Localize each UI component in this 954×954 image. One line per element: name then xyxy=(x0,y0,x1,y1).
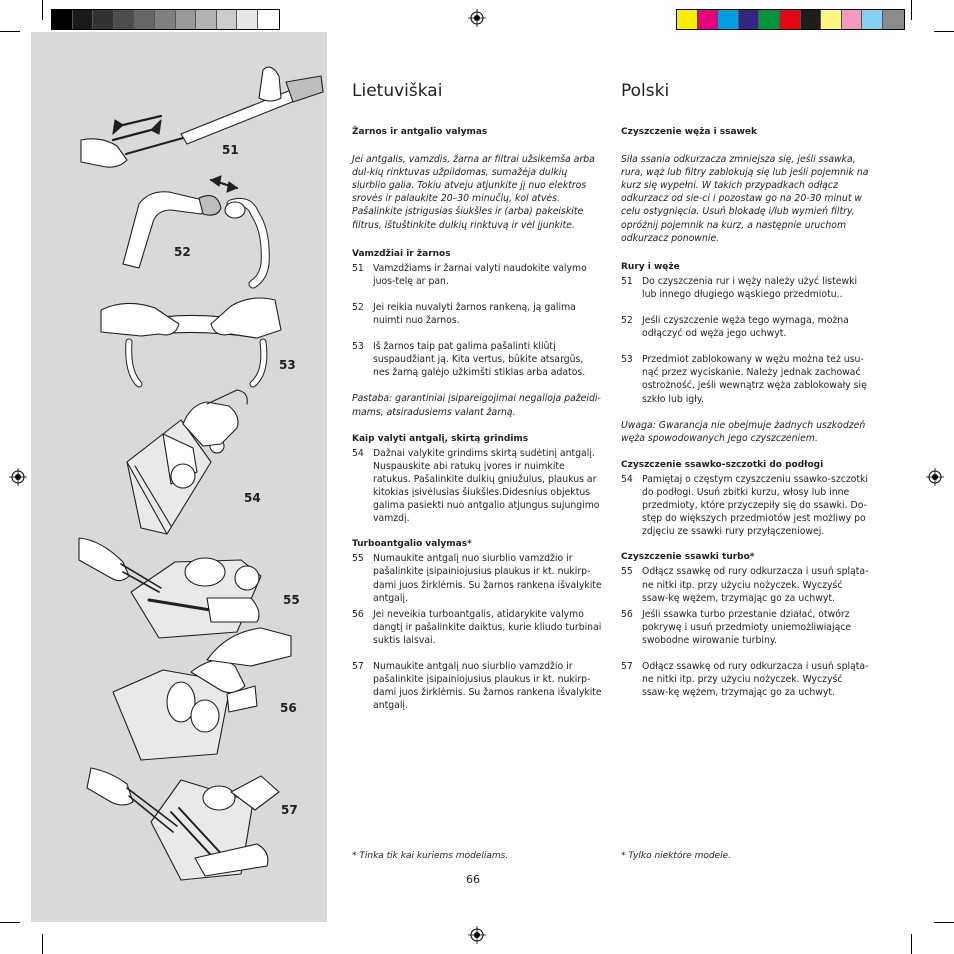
illustrations xyxy=(31,32,327,922)
step-text: Odłącz ssawkę od rury odkurzacza i usuń spląta-ne nitki itp. przy użyciu nożyczek. Wyczyść ssaw-kę wężem, trzymając go za uchwyt. xyxy=(642,566,869,604)
crop-mark xyxy=(0,31,20,32)
step-number: 52 xyxy=(621,315,633,327)
step-text: Odłącz ssawkę od rury odkurzacza i usuń spląta-ne nitki itp. przy użyciu nożyczek. Wyczyść ssaw-kę wężem, trzymając go za uchwyt. xyxy=(642,661,869,699)
step-number: 53 xyxy=(352,341,364,353)
note-paragraph: Uwaga: Gwarancja nie obejmuje żadnych uszkodzeń węża spowodowanych jego czyszczeniem. xyxy=(621,419,866,444)
footnote: * Tylko niektóre modele. xyxy=(621,851,731,861)
crop-mark xyxy=(911,934,912,954)
color-calibration-bar xyxy=(676,9,905,30)
section-heading: Czyszczenie węża i ssawek xyxy=(621,127,757,137)
list-item xyxy=(352,262,602,288)
swatch xyxy=(52,10,73,29)
swatch xyxy=(237,10,258,29)
intro-paragraph: Jei antgalis, vamzdis, žarna ar filtrai užsikemša arba dul-kių rinktuvas užpildomas, sumažėja dulkių siurblio galia. Tokiu atveju atjunkite jį nuo elektros srovės ir palaukite 20–30 minučių, kol atvės. Pašalinkite įstrigusias šiukšles ir (arba) pakeiskite filtrus, ištuštinkite dulkių rinktuvą ir vėl įjunkite. xyxy=(352,154,595,231)
crop-mark xyxy=(42,934,43,954)
list-item xyxy=(352,552,602,604)
fig-55-turbo-nozzle-scissors-illustration xyxy=(79,538,261,638)
registration-mark-icon xyxy=(468,9,486,27)
swatch xyxy=(196,10,217,29)
swatch xyxy=(155,10,176,29)
list-item xyxy=(621,473,871,538)
swatch xyxy=(780,10,801,29)
swatch xyxy=(821,10,842,29)
registration-mark-icon xyxy=(468,926,486,944)
figure-number: 55 xyxy=(283,593,300,607)
list-item xyxy=(352,301,602,327)
fig-52-hose-handle-illustration xyxy=(123,176,265,284)
step-number: 52 xyxy=(352,301,364,313)
swatch xyxy=(93,10,114,29)
crop-mark xyxy=(42,0,43,20)
step-text: Do czyszczenia rur i węży należy użyć listewki lub innego długiego wąskiego przedmiotu.. xyxy=(642,275,858,300)
step-number: 54 xyxy=(621,473,633,485)
swatch xyxy=(842,10,863,29)
lithuanian-column xyxy=(352,80,602,725)
swatch xyxy=(739,10,760,29)
figure-number: 53 xyxy=(279,358,296,372)
fig-53-hose-squeeze-illustration xyxy=(101,298,281,384)
list-item xyxy=(621,608,871,647)
swatch xyxy=(862,10,883,29)
step-text: Przedmiot zablokowany w wężu można też usu-nąć przez wyciskanie. Należy jednak zachować ostrożność, jeśli wewnątrz węża zablokowały się szkło lub igły. xyxy=(642,354,867,405)
list-item xyxy=(621,314,871,340)
subsection-heading: Rury i węże xyxy=(621,261,680,272)
step-text: Jei neveikia turboantgalis, atidarykite valymo dangtį ir pašalinkite daiktus, kurie kliudo turbinai suktis laisvai. xyxy=(373,608,602,646)
registration-mark-icon xyxy=(9,468,27,486)
swatch xyxy=(883,10,904,29)
step-number: 55 xyxy=(621,566,633,578)
crop-mark xyxy=(0,922,20,923)
crop-mark xyxy=(934,31,954,32)
figure-number: 52 xyxy=(174,245,191,259)
intro-paragraph: Siła ssania odkurzacza zmniejsza się, jeśli ssawka, rura, wąż lub filtry zablokują się lub jeśli pojemnik na kurz się wypełni. W takich przypadkach odłącz odkurzacz od sie-ci i pozostaw go na 20-30 minut w celu ostygnięcia. Usuń blokadę i/lub wymień filtry, opróżnij pojemnik na kurz, a następnie uruchom odkurzacz ponownie. xyxy=(621,154,869,244)
step-text: Dažnai valykite grindims skirtą sudėtinį antgalį. Nuspauskite abi ratukų įvores ir nuimkite ratukus. Pašalinkite dulkių gniužulus, plaukus ar kitokias įsivėlusias šiukšles.Didesnius objektus galima pasiekti nuo antgalio atjungus sujungimo vamzdį. xyxy=(373,447,600,525)
step-number: 57 xyxy=(352,661,364,672)
step-text: Numaukite antgalį nuo siurblio vamzdžio ir pašalinkite įsipainiojusius plaukus ir kt. nukirp-dami juos žirklėmis. Su žarnos rankena išvalykite antgalį. xyxy=(373,553,602,604)
fig-51-pipe-cleaning-illustration xyxy=(81,67,323,167)
subsection-heading: Kaip valyti antgalį, skirtą grindims xyxy=(352,433,529,444)
crop-mark xyxy=(911,0,912,20)
step-text: Jeśli czyszczenie węża tego wymaga, można odłączyć od węża jego uchwyt. xyxy=(642,315,849,340)
step-text: Iš žarnos taip pat galima pašalinti kliūtį suspaudžiant ją. Kita vertus, būkite atsargūs, nes žarną galėjo užkimšti stiklas arba adatos. xyxy=(373,341,586,379)
step-number: 55 xyxy=(352,553,364,565)
language-title: Lietuviškai xyxy=(352,81,443,101)
list-item xyxy=(352,340,602,379)
figure-number: 54 xyxy=(244,491,261,505)
step-number: 51 xyxy=(621,275,633,287)
list-item xyxy=(621,275,871,301)
list-item xyxy=(621,660,871,699)
list-item xyxy=(621,353,871,405)
step-text: Pamiętaj o częstym czyszczeniu ssawko-szczotki do podłogi. Usuń zbitki kurzu, włosy lub inne przedmioty, które przyczepiły się do ssawki. Do-stęp do większych przedmiotów jest możliwy po zdjęciu ze ssawki rury przyłączeniowej. xyxy=(642,473,869,538)
swatch xyxy=(718,10,739,29)
step-number: 56 xyxy=(621,608,633,620)
figure-number: 51 xyxy=(222,143,239,157)
page-number: 66 xyxy=(466,873,480,886)
step-number: 54 xyxy=(352,447,364,459)
swatch xyxy=(176,10,197,29)
grayscale-calibration-bar xyxy=(51,9,280,30)
step-number: 56 xyxy=(352,608,364,620)
fig-57-turbo-brush-scissors-illustration xyxy=(87,768,279,880)
subsection-heading: Vamzdžiai ir žarnos xyxy=(352,248,451,259)
subsection-heading: Turboantgalio valymas* xyxy=(352,539,472,550)
polish-column xyxy=(621,80,871,712)
language-title: Polski xyxy=(621,81,670,101)
step-number: 57 xyxy=(621,661,633,672)
swatch xyxy=(217,10,238,29)
step-number: 51 xyxy=(352,262,364,274)
list-item xyxy=(352,660,602,712)
registration-mark-icon xyxy=(926,468,944,486)
swatch xyxy=(801,10,822,29)
step-text: Jei reikia nuvalyti žarnos rankeną, ją galima nuimti nuo žarnos. xyxy=(373,301,576,327)
footnote: * Tinka tik kai kuriems modeliams. xyxy=(352,851,509,861)
list-item xyxy=(352,447,602,526)
step-text: Vamzdžiams ir žarnai valyti naudokite valymo juos-telę ar pan. xyxy=(373,262,587,287)
list-item xyxy=(621,565,871,604)
swatch xyxy=(759,10,780,29)
swatch xyxy=(114,10,135,29)
subsection-heading: Czyszczenie ssawko-szczotki do podłogi xyxy=(621,459,824,470)
swatch xyxy=(134,10,155,29)
swatch xyxy=(73,10,94,29)
swatch xyxy=(698,10,719,29)
step-number: 53 xyxy=(621,354,633,366)
subsection-heading: Czyszczenie ssawki turbo* xyxy=(621,552,755,563)
note-paragraph: Pastaba: garantiniai įsipareigojimai negalioja pažeidi-mams, atsiradusiems valant žarną. xyxy=(352,393,601,418)
fig-56-turbo-cover-open-illustration xyxy=(113,628,291,760)
illustration-panel xyxy=(31,32,327,922)
crop-mark xyxy=(934,922,954,923)
figure-number: 56 xyxy=(280,701,297,715)
fig-54-floor-nozzle-illustration xyxy=(127,390,247,534)
list-item xyxy=(352,608,602,647)
step-text: Numaukite antgalį nuo siurblio vamzdžio ir pašalinkite įsipainiojusius plaukus ir kt. nukirp-dami juos žirklėmis. Su žarnos rankena išvalykite antgalį. xyxy=(373,661,602,712)
step-text: Jeśli ssawka turbo przestanie działać, otwórz pokrywę i usuń przedmioty uniemożliwiające swobodne wirowanie turbiny. xyxy=(642,608,852,646)
swatch xyxy=(677,10,698,29)
figure-number: 57 xyxy=(281,803,298,817)
section-heading: Žarnos ir antgalio valymas xyxy=(352,127,488,137)
swatch xyxy=(258,10,279,29)
